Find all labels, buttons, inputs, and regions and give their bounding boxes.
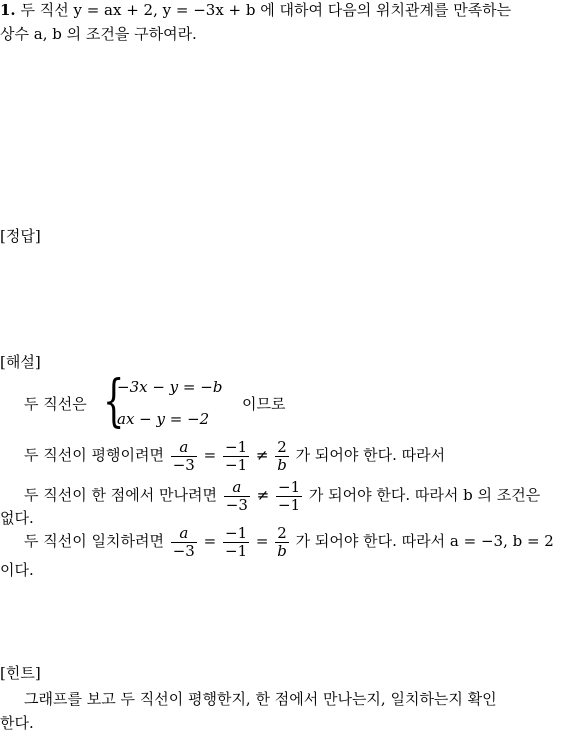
coincide-suffix: 가 되어야 한다. 따라서 a = −3, b = 2 xyxy=(295,532,554,550)
hint-line1: 그래프를 보고 두 직선이 평행한지, 한 점에서 만나는지, 일치하는지 확인 xyxy=(24,690,497,708)
intersect-condition-line xyxy=(24,476,540,514)
hint-line2: 한다. xyxy=(0,714,34,732)
intersect-line2: 없다. xyxy=(0,509,34,527)
fraction-minus1-over-minus1: $\frac{-1}{-1}$ xyxy=(278,477,301,514)
system-suffix: 이므로 xyxy=(242,395,286,413)
equals-sign: = xyxy=(255,532,269,550)
parallel-suffix: 가 되어야 한다. 따라서 xyxy=(295,446,446,464)
hint-label: [힌트] xyxy=(0,664,41,682)
intersect-prefix: 두 직선이 한 점에서 만나려면 xyxy=(24,486,217,504)
problem-statement-line2: 상수 a, b 의 조건을 구하여라. xyxy=(0,25,197,43)
coincide-line2: 이다. xyxy=(0,561,34,579)
fraction-a-over-minus3: $\frac{a}{-3}$ xyxy=(225,477,248,514)
coincide-condition-line xyxy=(24,522,554,560)
problem-statement-line1 xyxy=(0,0,511,20)
solution-label: [해설] xyxy=(0,353,41,371)
problem-text-1: 두 직선 y = ax + 2, y = −3x + b 에 대하여 다음의 위치관계를 만족하는 xyxy=(20,1,512,19)
not-equal-sign: ≠ xyxy=(256,486,270,504)
intersect-suffix: 가 되어야 한다. 따라서 b 의 조건은 xyxy=(308,486,541,504)
not-equal-sign: ≠ xyxy=(255,446,269,464)
system-brace: { xyxy=(103,369,125,434)
fraction-a-over-minus3: $\frac{a}{-3}$ xyxy=(172,523,195,560)
problem-number: 1. xyxy=(0,1,16,19)
equals-sign: = xyxy=(203,446,217,464)
equals-sign: = xyxy=(203,532,217,550)
answer-label: [정답] xyxy=(0,227,41,245)
fraction-minus1-over-minus1: $\frac{-1}{-1}$ xyxy=(225,523,248,560)
system-prefix: 두 직선은 xyxy=(24,395,87,413)
fraction-2-over-b: $\frac{2}{b}$ xyxy=(277,523,287,560)
fraction-a-over-minus3: $\frac{a}{-3}$ xyxy=(172,437,195,474)
system-equation-2: ax − y = −2 xyxy=(117,410,210,428)
parallel-prefix: 두 직선이 평행이려면 xyxy=(24,446,164,464)
fraction-2-over-b: $\frac{2}{b}$ xyxy=(277,437,287,474)
coincide-prefix: 두 직선이 일치하려면 xyxy=(24,532,164,550)
parallel-condition-line xyxy=(24,436,445,474)
fraction-minus1-over-minus1: $\frac{-1}{-1}$ xyxy=(225,437,248,474)
system-equation-1: −3x − y = −b xyxy=(117,378,223,396)
